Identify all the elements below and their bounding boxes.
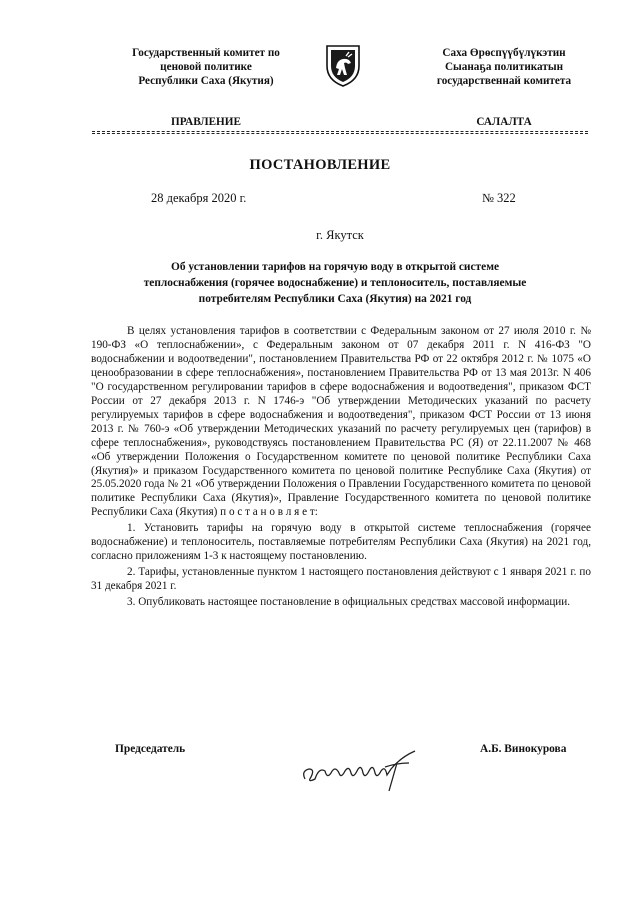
preamble-paragraph: В целях установления тарифов в соответствии с Федеральным законом от 27 июля 2010 г. № 190-ФЗ «О теплоснабжении», с Федеральным законом от 07 декабря 2011 г. N 416-ФЗ "О водоснабжении и водоотведении", постановлением Правительства РФ от 22 октября 2012 г. № 1075 «О ценообразовании в сфере теплоснабжения», постановлением Правительства РФ от 13 мая 2013г. N 406 "О государственном регулировании тарифов в сфере водоснабжения и водоотведения", приказом ФСТ России от 27 декабря 2013 г. N 1746-э "Об утверждении Методических указаний по расчету регулируемых тарифов в сфере водоснабжения и водоотведения", приказом ФСТ России от 13 июня 2013 г. № 760-э «Об утверждении Методических указаний по расчету регулируемых цен (тарифов) в сфере теплоснабжения», руководствуясь постановлением Правительства РС (Я) от 22.11.2007 № 468 «Об утверждении Положения о Государственном комитете по ценовой политике Республики Саха (Якутия)» и приказом Государственного комитета по ценовой политике Республике Саха (Якутия) от 25.05.2020 года № 21 «Об утверждении Положения о Правлении Государственного комитета по ценовой политике Республики Саха (Якутия)», Правление Государственного комитета по ценовой политике Республики Саха (Якутия) п о с т а н о в л я е т: — [91, 325, 591, 519]
issuer-line: государственнай комитета — [436, 75, 572, 87]
department-russian: ПРАВЛЕНИЕ — [171, 116, 241, 128]
document-subject — [100, 259, 570, 307]
issuer-line: Сыанаҕа политикатын — [444, 61, 564, 73]
sakha-coat-of-arms-icon — [323, 44, 363, 93]
decree-item: 2. Тарифы, установленные пунктом 1 настоящего постановления действуют с 1 января 2021 г. по 31 декабря 2021 г. — [91, 566, 591, 593]
handwritten-signature-icon — [297, 745, 427, 800]
subject-line: теплоснабжения (горячее водоснабжение) и теплоноситель, поставляемые — [143, 277, 527, 289]
decree-item: 1. Установить тарифы на горячую воду в открытой системе теплоснабжения (горячее водоснабжение) и теплоноситель, поставляемые потребителям Республики Саха (Якутия) на 2021 год, согласно приложениям 1-3 к настоящему постановлению. — [91, 522, 591, 563]
issuer-line: ценовой политике — [160, 61, 252, 73]
document-date: 28 декабря 2020 г. — [151, 191, 247, 205]
header-divider — [92, 133, 588, 134]
document-title: ПОСТАНОВЛЕНИЕ — [249, 157, 391, 173]
subject-line: потребителям Республики Саха (Якутия) на 2021 год — [198, 293, 472, 305]
issuer-name-russian — [96, 46, 316, 88]
issuer-line: Саха Өрөспүүбүлүкэтин — [442, 47, 566, 59]
header-divider — [92, 131, 588, 132]
document-number: № 322 — [482, 191, 516, 205]
document-body — [91, 325, 591, 610]
issuer-line: Государственный комитет по — [132, 47, 280, 59]
issuer-name-yakut — [398, 46, 610, 88]
issuer-line: Республики Саха (Якутия) — [138, 75, 274, 87]
decree-item: 3. Опубликовать настоящее постановление в официальных средствах массовой информации. — [127, 596, 571, 609]
signatory-name: А.Б. Винокурова — [480, 743, 567, 755]
signatory-title: Председатель — [115, 743, 186, 755]
document-city: г. Якутск — [316, 228, 364, 242]
subject-line: Об установлении тарифов на горячую воду в открытой системе — [170, 261, 500, 273]
department-yakut: САЛАЛТА — [476, 116, 532, 128]
